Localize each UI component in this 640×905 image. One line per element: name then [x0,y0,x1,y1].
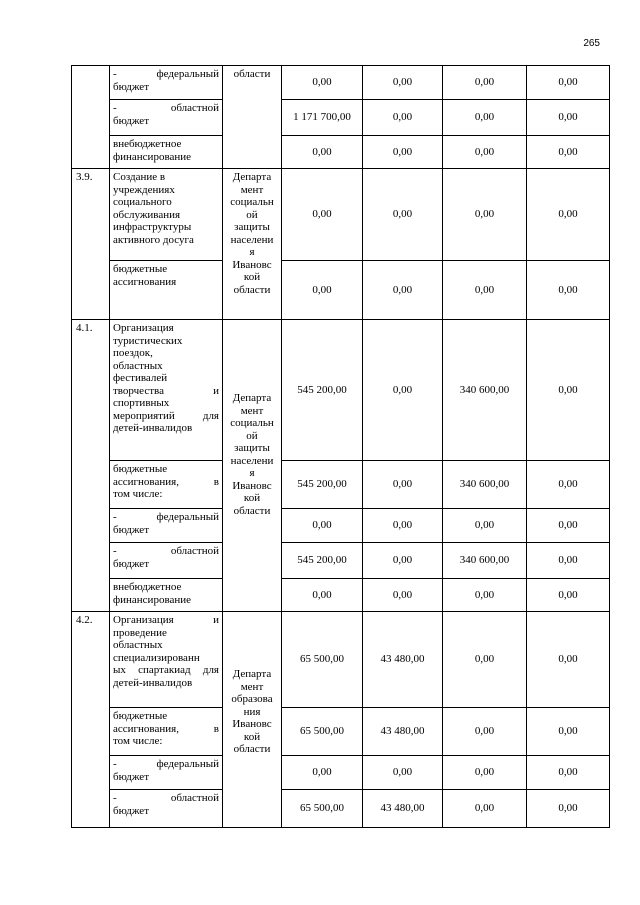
value-cell: 0,00 [527,461,610,509]
item-name-cell: внебюджетное финансирование [110,579,223,612]
table-row [72,708,610,756]
value-cell: 43 480,00 [363,790,443,828]
value-cell: 1 171 700,00 [282,100,363,136]
table-row [72,579,610,612]
value-cell: 0,00 [527,612,610,708]
responsible-cell: области [223,66,282,169]
value-cell: 0,00 [363,509,443,543]
value-cell: 0,00 [527,100,610,136]
value-cell: 0,00 [527,756,610,790]
table-row [72,756,610,790]
value-cell: 0,00 [443,136,527,169]
item-name-cell: - федеральный бюджет [110,66,223,100]
value-cell: 0,00 [363,579,443,612]
value-cell: 65 500,00 [282,708,363,756]
value-cell: 545 200,00 [282,543,363,579]
value-cell: 0,00 [363,756,443,790]
value-cell: 0,00 [527,790,610,828]
item-name-cell: внебюджетное финансирование [110,136,223,169]
value-cell: 0,00 [282,756,363,790]
responsible-cell: Департа мент социальн ой защиты населени я Ивановс кой области [223,169,282,320]
value-cell: 0,00 [443,612,527,708]
value-cell: 545 200,00 [282,320,363,461]
value-cell: 0,00 [282,579,363,612]
value-cell: 65 500,00 [282,790,363,828]
value-cell: 0,00 [363,461,443,509]
value-cell: 0,00 [443,579,527,612]
value-cell: 0,00 [527,708,610,756]
value-cell: 0,00 [527,543,610,579]
value-cell: 0,00 [443,756,527,790]
index-cell: 4.2. [72,612,110,828]
value-cell: 0,00 [282,169,363,261]
item-name-cell: бюджетные ассигнования, в том числе: [110,708,223,756]
value-cell: 0,00 [282,136,363,169]
value-cell: 0,00 [363,169,443,261]
value-cell: 0,00 [282,509,363,543]
table-row [72,461,610,509]
value-cell: 0,00 [363,136,443,169]
item-name-cell: - областной бюджет [110,100,223,136]
responsible-cell: Департа мент социальн ой защиты населени я Ивановс кой области [223,320,282,612]
value-cell: 545 200,00 [282,461,363,509]
value-cell: 0,00 [363,100,443,136]
value-cell: 0,00 [527,66,610,100]
value-cell: 0,00 [527,169,610,261]
value-cell: 0,00 [443,100,527,136]
value-cell: 43 480,00 [363,612,443,708]
value-cell: 65 500,00 [282,612,363,708]
item-name-cell: - федеральный бюджет [110,756,223,790]
budget-table [71,65,610,828]
value-cell: 0,00 [527,579,610,612]
item-name-cell: Организация туристических поездок, областных фестивалей творчества и спортивных мероприятий для детей-инвалидов [110,320,223,461]
value-cell: 0,00 [527,136,610,169]
value-cell: 0,00 [363,543,443,579]
table-row [72,169,610,261]
value-cell: 0,00 [443,509,527,543]
value-cell: 0,00 [527,320,610,461]
value-cell: 340 600,00 [443,320,527,461]
value-cell: 0,00 [443,790,527,828]
table-row [72,100,610,136]
table-row [72,790,610,828]
item-name-cell: бюджетные ассигнования [110,261,223,320]
table-row [72,543,610,579]
table-row [72,509,610,543]
table-row [72,612,610,708]
value-cell: 0,00 [363,261,443,320]
value-cell: 0,00 [527,509,610,543]
value-cell: 0,00 [443,708,527,756]
index-cell [72,66,110,169]
index-cell: 3.9. [72,169,110,320]
value-cell: 340 600,00 [443,461,527,509]
value-cell: 0,00 [363,66,443,100]
value-cell: 0,00 [443,169,527,261]
table-row [72,261,610,320]
index-cell: 4.1. [72,320,110,612]
item-name-cell: Создание в учреждениях социального обслуживания инфраструктуры активного досуга [110,169,223,261]
value-cell: 43 480,00 [363,708,443,756]
value-cell: 0,00 [363,320,443,461]
item-name-cell: - областной бюджет [110,543,223,579]
value-cell: 0,00 [282,261,363,320]
value-cell: 0,00 [443,66,527,100]
table-row [72,66,610,100]
table-row [72,136,610,169]
value-cell: 0,00 [282,66,363,100]
value-cell: 340 600,00 [443,543,527,579]
item-name-cell: - федеральный бюджет [110,509,223,543]
responsible-cell: Департа мент образова ния Ивановс кой области [223,612,282,828]
item-name-cell: - областной бюджет [110,790,223,828]
item-name-cell: Организация и проведение областных специализированн ых спартакиад для детей-инвалидов [110,612,223,708]
value-cell: 0,00 [527,261,610,320]
item-name-cell: бюджетные ассигнования, в том числе: [110,461,223,509]
page-number: 265 [583,38,600,49]
table-row [72,320,610,461]
value-cell: 0,00 [443,261,527,320]
